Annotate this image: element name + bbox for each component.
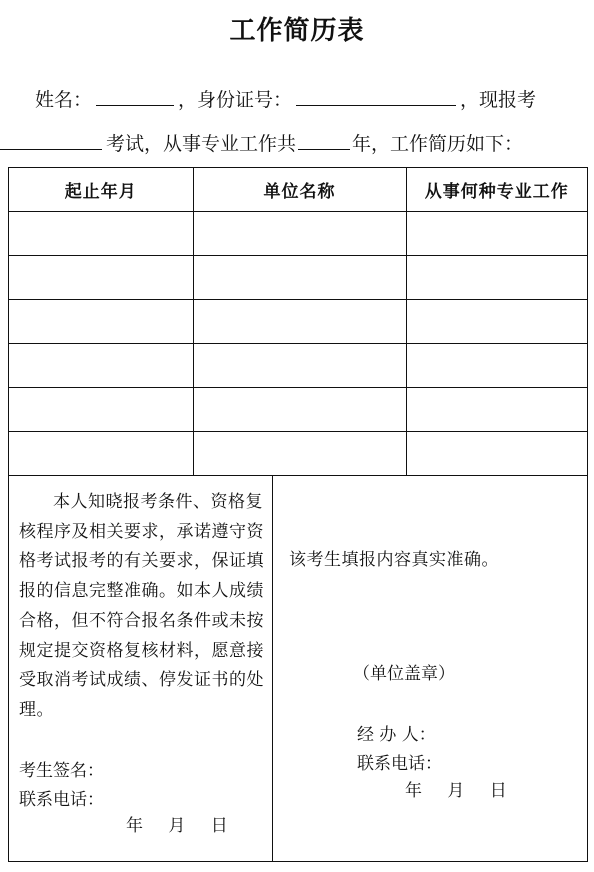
profession-cell[interactable] (406, 256, 587, 300)
name-label: 姓名： (35, 89, 93, 111)
verification-statement: 该考生填报内容真实准确。 (289, 550, 499, 570)
table-row (9, 256, 587, 300)
years-text: 年，工作简历如下： (352, 133, 524, 155)
profession-cell[interactable] (406, 388, 587, 432)
profession-cell[interactable] (406, 432, 587, 476)
start-end-date-cell[interactable] (9, 300, 193, 344)
profession-header: 从事何种专业工作 (406, 168, 587, 212)
unit-name-cell[interactable] (193, 388, 406, 432)
start-end-date-cell[interactable] (9, 212, 193, 256)
work-history-table (9, 168, 587, 476)
unit-name-cell[interactable] (193, 256, 406, 300)
page-title: 工作简历表 (229, 16, 365, 46)
intro-line-1 (35, 85, 536, 113)
profession-cell[interactable] (406, 344, 587, 388)
name-blank[interactable] (96, 85, 174, 106)
resume-form-frame (8, 167, 588, 862)
unit-name-cell[interactable] (193, 432, 406, 476)
unit-name-header: 单位名称 (193, 168, 406, 212)
exam-text: 考试，从事专业工作共 (106, 133, 297, 155)
candidate-pledge-text: 本人知晓报考条件、资格复核程序及相关要求，承诺遵守资格考试报考的有关要求，保证填报的信息完整准确。如本人成绩合格，但不符合报名条件或未按规定提交资格复核材料，愿意接受取消考试成绩、停发证书的处理。 (19, 492, 264, 720)
start-end-date-header: 起止年月 (9, 168, 193, 212)
candidate-signature-label: 考生签名： (19, 761, 104, 781)
unit-verification-panel (273, 476, 587, 862)
unit-seal-label: （单位盖章） (353, 664, 455, 684)
id-label: ，身份证号： (178, 89, 293, 111)
exam-name-blank[interactable] (0, 129, 102, 150)
verification-date-label: 年 月 日 (405, 781, 507, 801)
id-number-blank[interactable] (296, 85, 456, 106)
candidate-declaration-panel (9, 476, 273, 862)
years-blank[interactable] (298, 129, 350, 150)
candidate-date-label: 年 月 日 (126, 816, 228, 836)
table-header-row (9, 168, 587, 212)
report-text: ，现报考 (460, 89, 537, 111)
start-end-date-cell[interactable] (9, 256, 193, 300)
handler-label: 经 办 人： (357, 725, 436, 745)
table-row (9, 212, 587, 256)
table-row (9, 388, 587, 432)
table-row (9, 344, 587, 388)
table-row (9, 432, 587, 476)
start-end-date-cell[interactable] (9, 344, 193, 388)
start-end-date-cell[interactable] (9, 388, 193, 432)
profession-cell[interactable] (406, 300, 587, 344)
table-row (9, 300, 587, 344)
verification-phone-label: 联系电话： (357, 754, 442, 774)
start-end-date-cell[interactable] (9, 432, 193, 476)
candidate-phone-label: 联系电话： (19, 790, 104, 810)
profession-cell[interactable] (406, 212, 587, 256)
intro-line-2 (0, 129, 523, 157)
unit-name-cell[interactable] (193, 300, 406, 344)
unit-name-cell[interactable] (193, 212, 406, 256)
unit-name-cell[interactable] (193, 344, 406, 388)
